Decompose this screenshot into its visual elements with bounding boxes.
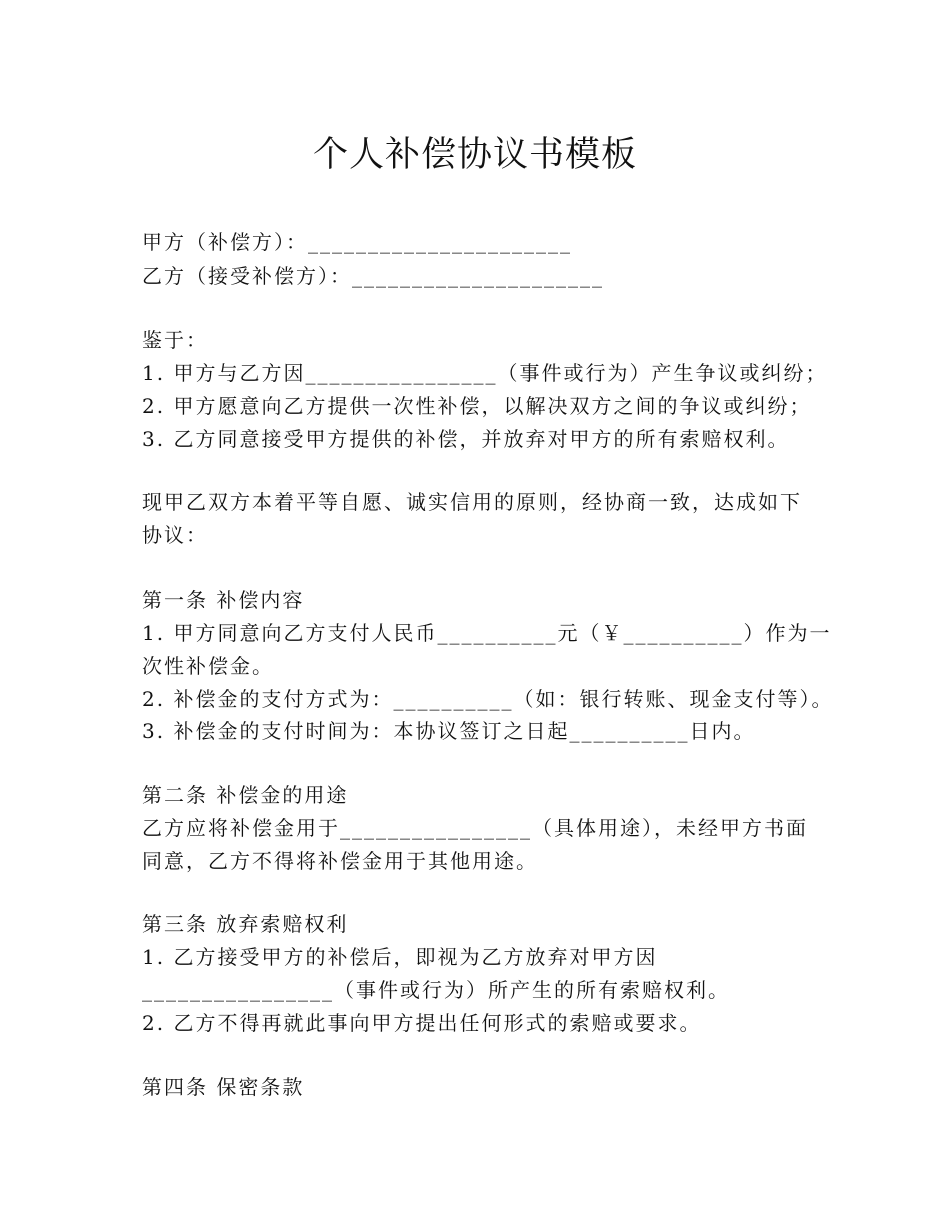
article-2-line-2: 同意，乙方不得将补偿金用于其他用途。 (142, 849, 538, 873)
party-a-line: 甲方（补偿方）：______________________ (142, 230, 572, 254)
article-3-item-1-line-1: 1. 乙方接受甲方的补偿后，即视为乙方放弃对甲方因 (142, 945, 658, 969)
whereas-item-2: 2. 甲方愿意向乙方提供一次性补偿，以解决双方之间的争议或纠纷； (142, 394, 812, 418)
party-b-line: 乙方（接受补偿方）：_____________________ (142, 264, 604, 288)
whereas-heading: 鉴于： (142, 328, 208, 352)
article-3-heading: 第三条 放弃索赔权利 (142, 912, 349, 936)
article-1-item-1-line-2: 次性补偿金。 (142, 654, 274, 678)
article-2-line-1: 乙方应将补偿金用于________________（具体用途），未经甲方书面 (142, 816, 808, 840)
article-2-heading: 第二条 补偿金的用途 (142, 783, 349, 807)
document-title: 个人补偿协议书模板 (312, 135, 637, 175)
preamble-line-2: 协议： (142, 523, 208, 547)
article-4-heading: 第四条 保密条款 (142, 1075, 305, 1099)
article-1-item-3: 3. 补偿金的支付时间为：本协议签订之日起__________日内。 (142, 719, 756, 743)
article-1-item-2: 2. 补偿金的支付方式为：__________（如：银行转账、现金支付等）。 (142, 687, 834, 711)
whereas-item-1: 1. 甲方与乙方因________________（事件或行为）产生争议或纠纷； (142, 361, 828, 385)
article-3-item-2: 2. 乙方不得再就此事向甲方提出任何形式的索赔或要求。 (142, 1011, 702, 1035)
whereas-item-3: 3. 乙方同意接受甲方提供的补偿，并放弃对甲方的所有索赔权利。 (142, 427, 790, 451)
article-3-item-1-line-2: ________________（事件或行为）所产生的所有索赔权利。 (142, 978, 730, 1002)
preamble-line-1: 现甲乙双方本着平等自愿、诚实信用的原则，经协商一致，达成如下 (142, 490, 802, 514)
article-1-item-1-line-1: 1. 甲方同意向乙方支付人民币__________元（￥__________）作为一 (142, 621, 832, 645)
article-1-heading: 第一条 补偿内容 (142, 588, 305, 612)
